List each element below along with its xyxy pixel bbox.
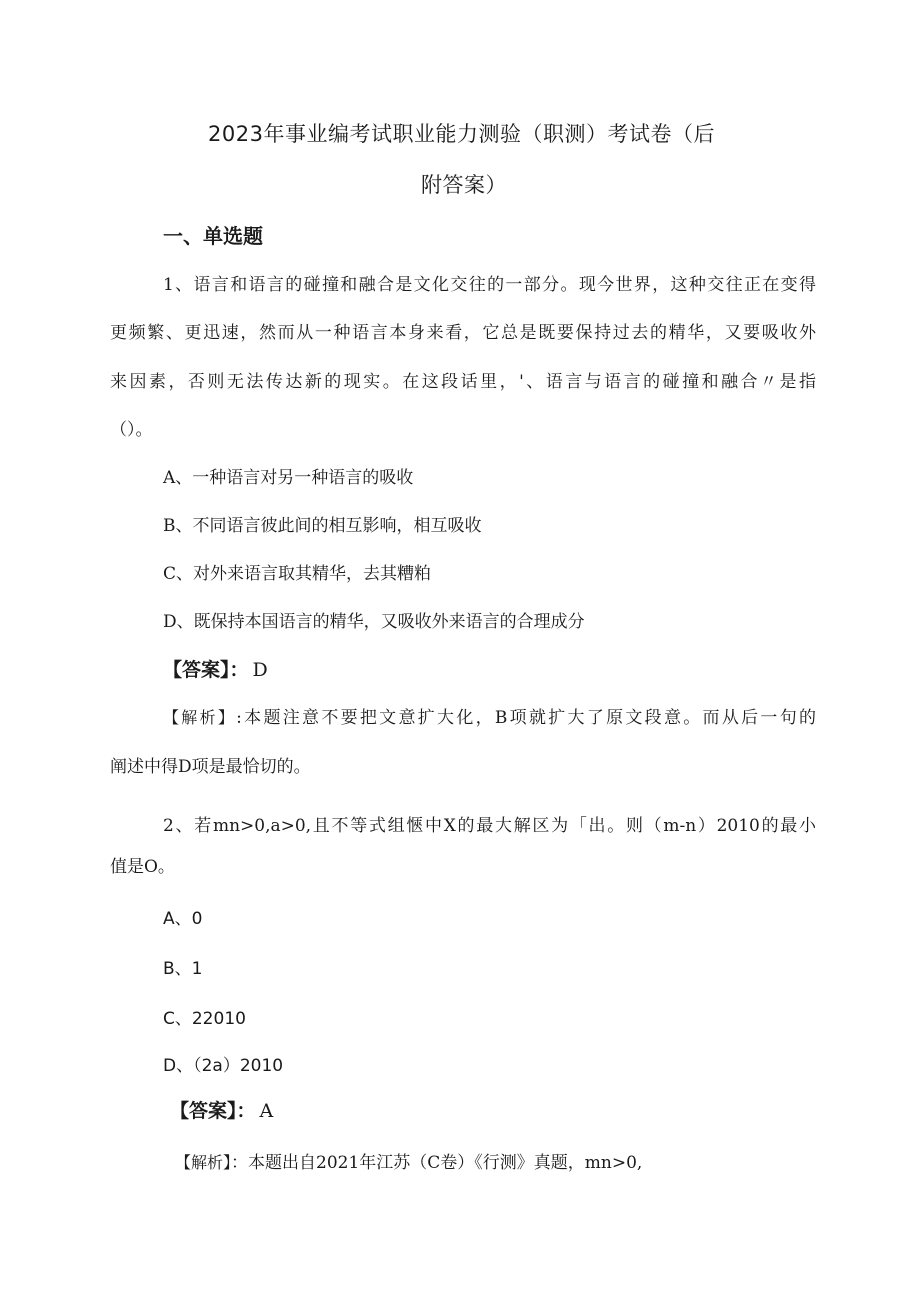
- question-stem-line: 1、语言和语言的碰撞和融合是文化交往的一部分。现今世界，这种交往正在变得: [163, 275, 816, 295]
- question-stem-line: 值是O。: [110, 857, 175, 877]
- option-c: C、22010: [163, 1009, 246, 1029]
- question-stem-line: （）。: [110, 420, 153, 440]
- option-c: C、对外来语言取其精华，去其糟粕: [163, 564, 432, 584]
- answer-line: [170, 1099, 273, 1124]
- question-stem-line: 2、若mn>0,a>0,且不等式组愜中X的最大解区为「出。则（m-n）2010的最小: [163, 816, 816, 836]
- document-title-line-2: 附答案）: [421, 173, 507, 197]
- answer-value: A: [259, 1100, 274, 1122]
- explanation-text: :本题注意不要把文意扩大化，B项就扩大了原文段意。而从后一句的: [236, 708, 816, 728]
- explanation-line: [175, 1151, 642, 1175]
- explanation-text: ：本题出自2021年江苏（C卷）《行测》真题，mn>0,: [231, 1153, 643, 1173]
- explanation-label: 【解析】: [175, 1153, 232, 1172]
- document-title-line-1: 2023年事业编考试职业能力测验（职测）考试卷（后: [208, 122, 715, 146]
- question-stem-line: 更频繁、更迅速，然而从一种语言本身来看，它总是既要保持过去的精华，又要吸收外: [110, 323, 816, 343]
- section-heading: 一、单选题: [163, 224, 263, 248]
- option-b: B、1: [163, 959, 203, 979]
- answer-value: D: [252, 659, 268, 681]
- option-b: B、不同语言彼此间的相互影响，相互吸收: [163, 516, 482, 536]
- answer-line: [163, 658, 268, 683]
- option-a: A、一种语言对另一种语言的吸收: [163, 468, 414, 488]
- explanation-line: [163, 706, 816, 730]
- option-a: A、0: [163, 909, 203, 929]
- option-d: D、（2a）2010: [163, 1056, 284, 1076]
- question-stem-line: 来因素，否则无法传达新的现实。在这段话里，'、语言与语言的碰撞和融合〃是指: [110, 372, 816, 392]
- explanation-line: 阐述中得D项是最恰切的。: [110, 757, 311, 777]
- explanation-label: 【解析】: [163, 708, 237, 727]
- answer-label: 【答案】：: [170, 1100, 256, 1122]
- option-d: D、既保持本国语言的精华，又吸收外来语言的合理成分: [163, 612, 585, 632]
- answer-label: 【答案】：: [163, 659, 249, 681]
